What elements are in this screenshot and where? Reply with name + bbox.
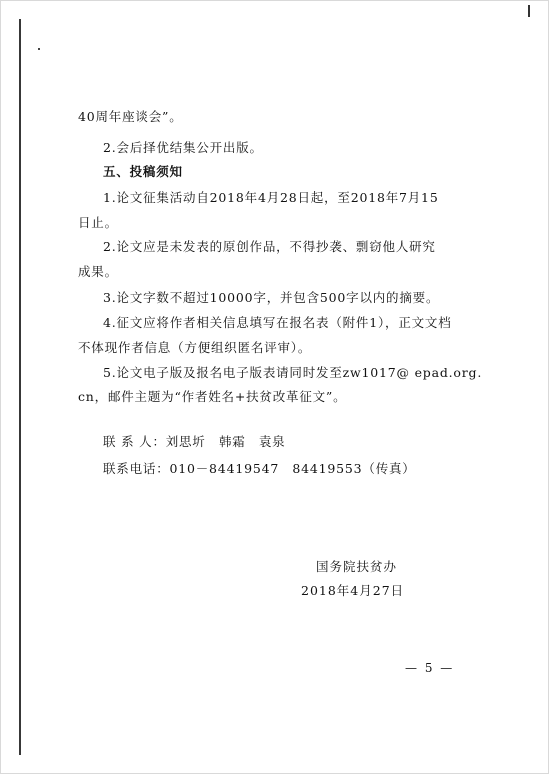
- text-line-7: 成果。: [78, 264, 118, 279]
- contact-phone: 联系电话：010－84419547 84419553（传真）: [103, 461, 416, 476]
- scan-edge-line: [19, 19, 21, 755]
- text-line-1: 40周年座谈会”。: [78, 109, 183, 124]
- section-heading: 五、投稿须知: [103, 164, 183, 179]
- issuing-organization: 国务院扶贫办: [316, 559, 398, 574]
- text-line-5: 日止。: [78, 215, 118, 230]
- scan-dot: [38, 48, 40, 50]
- text-line-2: 2.会后择优结集公开出版。: [103, 140, 263, 155]
- text-line-9: 4.征文应将作者相关信息填写在报名表（附件1），正文文档: [103, 315, 452, 330]
- text-line-8: 3.论文字数不超过10000字，并包含500字以内的摘要。: [103, 290, 440, 305]
- contact-person: 联 系 人：刘思圻 韩霜 袁泉: [103, 434, 286, 449]
- page-number: — 5 —: [405, 661, 455, 675]
- text-line-6: 2.论文应是未发表的原创作品，不得抄袭、剽窃他人研究: [103, 239, 436, 254]
- text-line-12: cn，邮件主题为“作者姓名+扶贫改革征文”。: [78, 389, 347, 404]
- issue-date: 2018年4月27日: [301, 583, 405, 598]
- text-line-11: 5.论文电子版及报名电子版表请同时发至zw1017@ epad.org.: [103, 365, 483, 380]
- scan-edge-tick: [528, 5, 530, 17]
- text-line-10: 不体现作者信息（方便组织匿名评审）。: [78, 340, 312, 355]
- text-line-4: 1.论文征集活动自2018年4月28日起，至2018年7月15: [103, 190, 439, 205]
